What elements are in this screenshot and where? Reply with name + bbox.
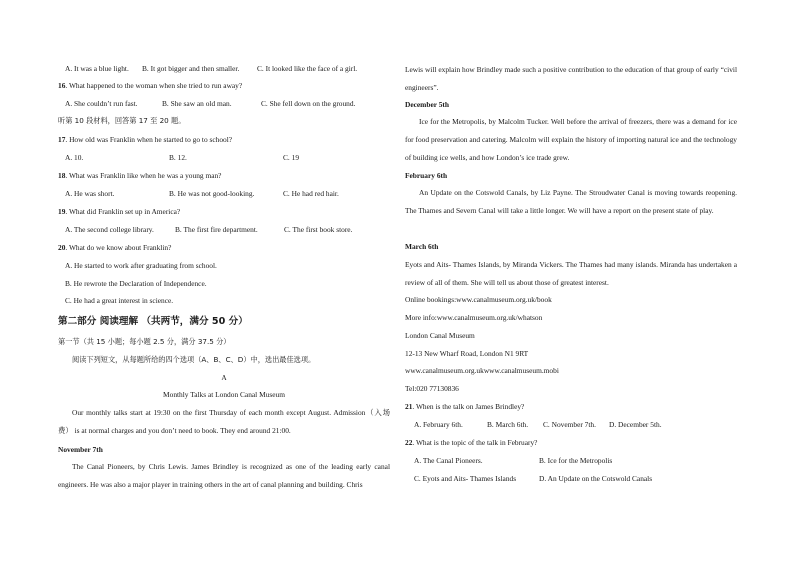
q15-option-c[interactable]: C. It looked like the face of a girl.	[257, 64, 358, 73]
q17-option-a[interactable]: A. 10.	[65, 153, 84, 162]
q21-option-b[interactable]: B. March 6th.	[487, 420, 529, 429]
q22-text: . What is the topic of the talk in February?	[412, 438, 538, 447]
q17-option-c[interactable]: C. 19	[283, 153, 300, 162]
march-heading: March 6th	[405, 242, 439, 251]
q19-option-c[interactable]: C. The first book store.	[284, 225, 353, 234]
q21-stem	[405, 403, 524, 412]
passage-letter: A	[221, 373, 227, 382]
more-info[interactable]: More info:www.canalmuseum.org.uk/whatson	[405, 313, 543, 322]
q19-text: . What did Franklin set up in America?	[65, 207, 181, 216]
q16-number: 16	[58, 81, 66, 90]
q15-option-b[interactable]: B. It got bigger and then smaller.	[142, 64, 240, 73]
museum-name: London Canal Museum	[405, 331, 475, 340]
q20-stem	[58, 244, 171, 253]
q18-stem	[58, 172, 221, 181]
march-text: Eyots and Aits- Thames Islands, by Miranda Vickers. The Thames had many islands. Miranda has undertaken a review of all of them. She will tell us about those of greatest interest.	[405, 260, 737, 287]
passage-intro: Our monthly talks start at 19:30 on the first Thursday of each month except August. Admission（入场费） is at normal charges and you don’t need to book. They end around 21:00.	[58, 408, 390, 435]
december-text: Ice for the Metropolis, by Malcolm Tucker. Well before the arrival of freezers, there was a demand for ice for food preservation and catering. Malcolm will explain the history of importing natural ice and the technology of building ice wells, and how London’s ice trade grew.	[405, 117, 737, 162]
q16-option-b[interactable]: B. She saw an old man.	[162, 99, 232, 108]
museum-address: 12-13 New Wharf Road, London N1 9RT	[405, 349, 529, 358]
q16-stem	[58, 82, 242, 91]
q16-option-a[interactable]: A. She couldn’t run fast.	[65, 99, 138, 108]
q17-option-b[interactable]: B. 12.	[169, 153, 187, 162]
q19-number: 19	[58, 207, 66, 216]
q17-number: 17	[58, 135, 66, 144]
online-bookings[interactable]: Online bookings:www.canalmuseum.org.uk/book	[405, 295, 552, 304]
q18-option-b[interactable]: B. He was not good-looking.	[169, 189, 255, 198]
february-text: An Update on the Cotswold Canals, by Liz Payne. The Stroudwater Canal is moving towards reopening. The Thames and Severn Canal will take a little longer. We will have a report on the present state of play.	[405, 188, 737, 215]
q21-option-c[interactable]: C. November 7th.	[543, 420, 596, 429]
section1-heading: 第一节（共 15 小题；每小题 2.5 分，满分 37.5 分）	[58, 337, 231, 346]
museum-telephone: Tel:020 77130836	[405, 384, 459, 393]
february-heading: February 6th	[405, 171, 448, 180]
q16-text: . What happened to the woman when she tried to run away?	[65, 81, 243, 90]
q18-option-a[interactable]: A. He was short.	[65, 189, 115, 198]
q20-number: 20	[58, 243, 66, 252]
november-heading: November 7th	[58, 445, 103, 454]
november-text-continued: Lewis will explain how Brindley made such a positive contribution to the education of that group of early “civil engineers”.	[405, 65, 737, 92]
q21-option-a[interactable]: A. February 6th.	[414, 420, 463, 429]
q20-option-b[interactable]: B. He rewrote the Declaration of Independence.	[65, 279, 207, 288]
q18-option-c[interactable]: C. He had red hair.	[283, 189, 339, 198]
q20-text: . What do we know about Franklin?	[65, 243, 172, 252]
q15-option-a[interactable]: A. It was a blue light.	[65, 64, 129, 73]
q18-number: 18	[58, 171, 66, 180]
q22-option-d[interactable]: D. An Update on the Cotswold Canals	[539, 474, 653, 483]
q19-option-a[interactable]: A. The second college library.	[65, 225, 154, 234]
q22-option-b[interactable]: B. Ice for the Metropolis	[539, 456, 613, 465]
q20-option-a[interactable]: A. He started to work after graduating from school.	[65, 261, 217, 270]
q19-stem	[58, 208, 180, 217]
q21-text: . When is the talk on James Brindley?	[412, 402, 525, 411]
q17-text: . How old was Franklin when he started to go to school?	[65, 135, 233, 144]
q16-option-c[interactable]: C. She fell down on the ground.	[261, 99, 356, 108]
q22-option-c[interactable]: C. Eyots and Aits- Thames Islands	[414, 474, 517, 483]
reading-instruction: 阅读下列短文，从每题所给的四个选项（A、B、C、D）中，选出最佳选项。	[72, 355, 316, 364]
q22-option-a[interactable]: A. The Canal Pioneers.	[414, 456, 483, 465]
q20-option-c[interactable]: C. He had a great interest in science.	[65, 296, 174, 305]
part2-title: 第二部分 阅读理解 （共两节，满分 50 分）	[58, 316, 248, 327]
q22-stem	[405, 439, 537, 448]
november-text: The Canal Pioneers, by Chris Lewis. James Brindley is recognized as one of the leading early canal engineers. He was also a major player in training others in the art of canal planning and building. Chris	[58, 462, 390, 489]
passage-title: Monthly Talks at London Canal Museum	[163, 390, 285, 399]
q17-stem	[58, 136, 232, 145]
q21-option-d[interactable]: D. December 5th.	[609, 420, 662, 429]
q21-number: 21	[405, 402, 413, 411]
q18-text: . What was Franklin like when he was a young man?	[65, 171, 222, 180]
q22-number: 22	[405, 438, 413, 447]
listening-instruction-10: 听第 10 段材料，回答第 17 至 20 题。	[58, 116, 186, 125]
q19-option-b[interactable]: B. The first fire department.	[175, 225, 258, 234]
december-heading: December 5th	[405, 100, 449, 109]
museum-websites[interactable]: www.canalmuseum.org.ukwww.canalmuseum.mobi	[405, 366, 559, 375]
